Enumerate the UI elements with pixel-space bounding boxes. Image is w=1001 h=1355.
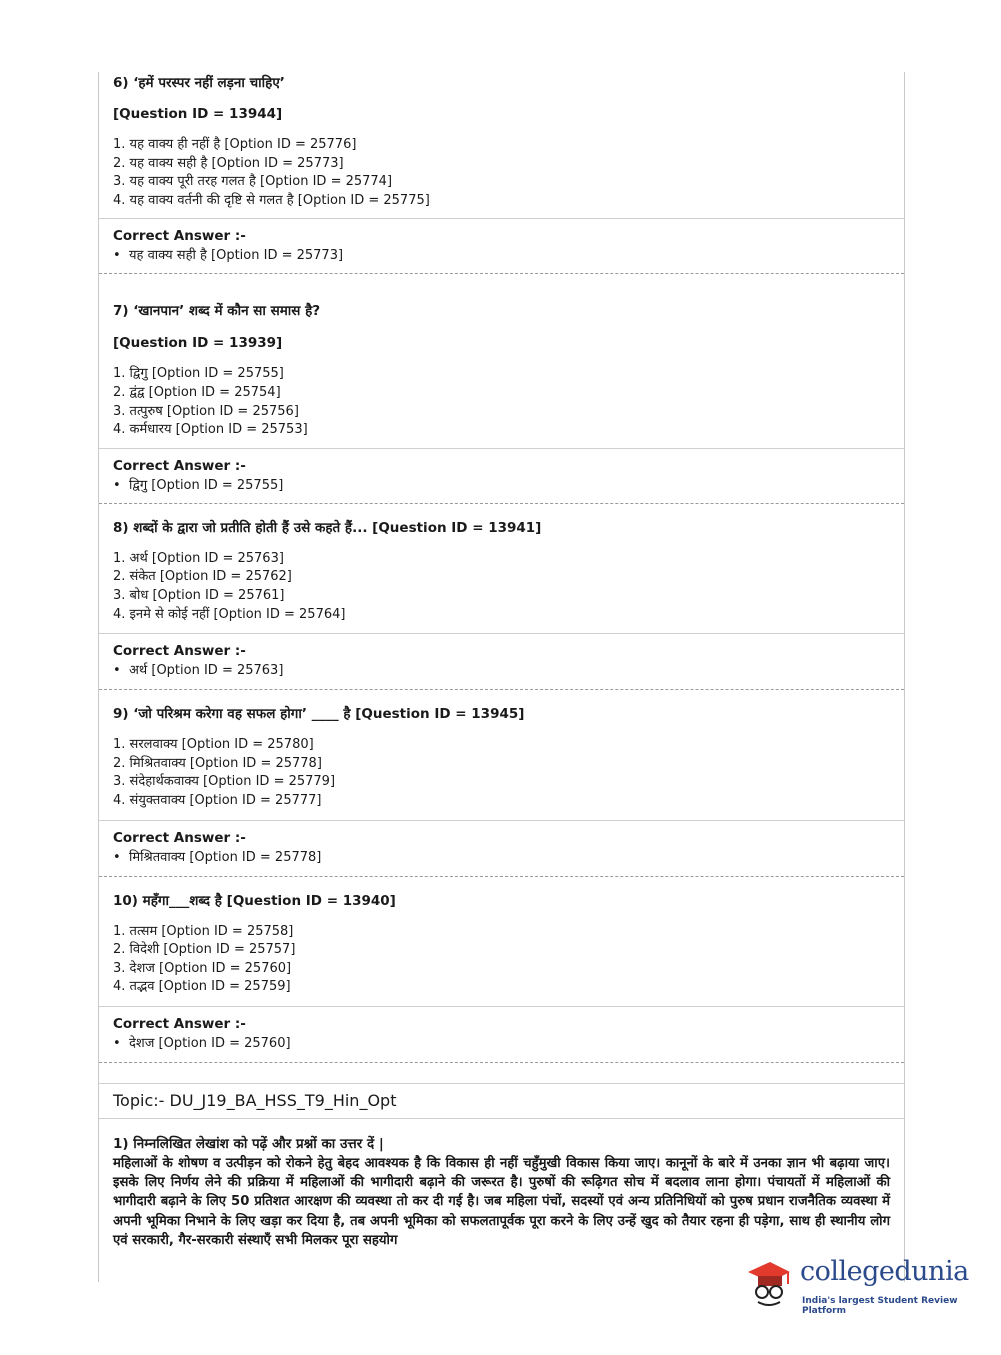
option: 1. यह वाक्य ही नहीं है [Option ID = 25776] [113,137,357,152]
answer-block [99,219,904,266]
question-9 [99,690,904,810]
question-id: [Question ID = 13939] [113,335,283,352]
option: 2. मिश्रितवाक्य [Option ID = 25778] [113,755,322,771]
answer-block [99,449,904,496]
option: 1. द्विगु [Option ID = 25755] [113,366,284,382]
option: 1. तत्सम [Option ID = 25758] [113,923,294,939]
correct-answer [113,1034,904,1054]
question-7 [99,274,904,439]
option: 4. इनमे से कोई नहीं [Option ID = 25764] [113,606,346,622]
correct-answer [113,246,904,266]
answer-label: Correct Answer :- [113,228,246,245]
question-title: 8) शब्दों के द्वारा जो प्रतीति होती हैं उसे कहते हैं... [Question ID = 13941] [113,519,542,536]
options-list [113,365,904,439]
answer-block [99,634,904,681]
correct-answer [113,661,904,681]
question-title: 6) ‘हमें परस्पर नहीं लड़ना चाहिए’ [113,75,285,91]
logo-wordmark: collegedunia [800,1256,969,1287]
option: 3. देशज [Option ID = 25760] [113,960,292,976]
answer-text: देशज [Option ID = 25760] [129,1035,291,1051]
collegedunia-logo [744,1256,974,1316]
answer-text: अर्थ [Option ID = 25763] [129,663,284,679]
bullet-icon: • [113,1035,121,1051]
option: 1. अर्थ [Option ID = 25763] [113,550,284,566]
question-title: 7) ‘खानपान’ शब्द में कौन सा समास है? [113,303,321,320]
graduate-mascot-icon [744,1258,792,1306]
correct-answer [113,476,904,496]
option: 4. यह वाक्य वर्तनी की दृष्टि से गलत है [Option ID = 25775] [113,192,430,208]
option: 4. कर्मधारय [Option ID = 25753] [113,422,308,438]
bullet-icon: • [113,663,121,679]
topic-heading: Topic:- DU_J19_BA_HSS_T9_Hin_Opt [113,1090,397,1110]
correct-answer [113,848,904,868]
bullet-icon: • [113,248,121,264]
answer-text: मिश्रितवाक्य [Option ID = 25778] [129,849,322,865]
logo-tagline: India's largest Student Review Platform [802,1296,958,1316]
answer-text: द्विगु [Option ID = 25755] [129,477,284,493]
option: 4. संयुक्तवाक्य [Option ID = 25777] [113,792,322,808]
option: 2. यह वाक्य सही है [Option ID = 25773] [113,155,344,171]
option: 4. तद्भव [Option ID = 25759] [113,979,291,995]
question-10 [99,877,904,997]
answer-label: Correct Answer :- [113,643,246,660]
passage-text: महिलाओं के शोषण व उत्पीड़न को रोकने हेतु बेहद आवश्यक है कि विकास ही नहीं चहुँमुखी विकास किया जाए। कानूनों के बारे में उनका ज्ञान भी बढ़ाया जाए। इसके लिए निर्णय लेने की प्रक्रिया में महिलाओं की भागीदारी बढ़ाने की जरूरत है। पुरुषों की रूढ़िगत सोच में बदलाव लाना होगा। पंचायतों में महिलाओं की भागीदारी बढ़ाने के लिए 50 प्रतिशत आरक्षण की व्यवस्था तो कर दी गई है। जब महिला पंचों, सदस्यों एवं अन्य प्रतिनिधियों को पुरुष प्रधान राजनैतिक व्यवस्था में अपनी भूमिका निभाने के लिए खड़ा कर दिया है, तब अपनी भूमिका को सफलतापूर्वक पूरा करने के लिए उन्हें खुद को तैयार रहना ही पड़ेगा, साथ ही स्थानीय लोग एवं सरकारी, गैर-सरकारी संस्थाएँ सभी मिलकर पूरा सहयोग [113,1156,890,1248]
answer-label: Correct Answer :- [113,1015,246,1032]
document-page [98,72,905,1282]
options-list [113,923,904,997]
bullet-icon: • [113,477,121,493]
passage-heading: 1) निम्नलिखित लेखांश को पढ़ें और प्रश्नों का उत्तर दें | [113,1135,384,1152]
options-list [113,736,904,810]
question-id: [Question ID = 13944] [113,106,283,122]
divider [99,1062,904,1063]
option: 2. द्वंद्व [Option ID = 25754] [113,384,281,400]
answer-text: यह वाक्य सही है [Option ID = 25773] [129,248,344,264]
answer-block [99,1007,904,1054]
comprehension-passage [99,1119,904,1250]
option: 3. संदेहार्थकवाक्य [Option ID = 25779] [113,774,336,790]
question-8 [99,504,904,624]
question-title: 10) महँगा___शब्द है [Question ID = 13940] [113,892,396,909]
answer-label: Correct Answer :- [113,829,246,846]
question-title: 9) ‘जो परिश्रम करेगा वह सफल होगा’ ____ है [Question ID = 13945] [113,706,525,723]
options-list [113,550,904,624]
answer-block [99,821,904,868]
bullet-icon: • [113,849,121,865]
answer-label: Correct Answer :- [113,457,246,474]
option: 3. बोध [Option ID = 25761] [113,587,285,603]
option: 3. यह वाक्य पूरी तरह गलत है [Option ID = 25774] [113,174,393,190]
option: 3. तत्पुरुष [Option ID = 25756] [113,403,299,419]
option: 2. विदेशी [Option ID = 25757] [113,942,296,958]
question-6 [99,72,904,210]
option: 2. संकेत [Option ID = 25762] [113,569,292,585]
option: 1. सरलवाक्य [Option ID = 25780] [113,737,314,753]
options-list [113,136,904,210]
